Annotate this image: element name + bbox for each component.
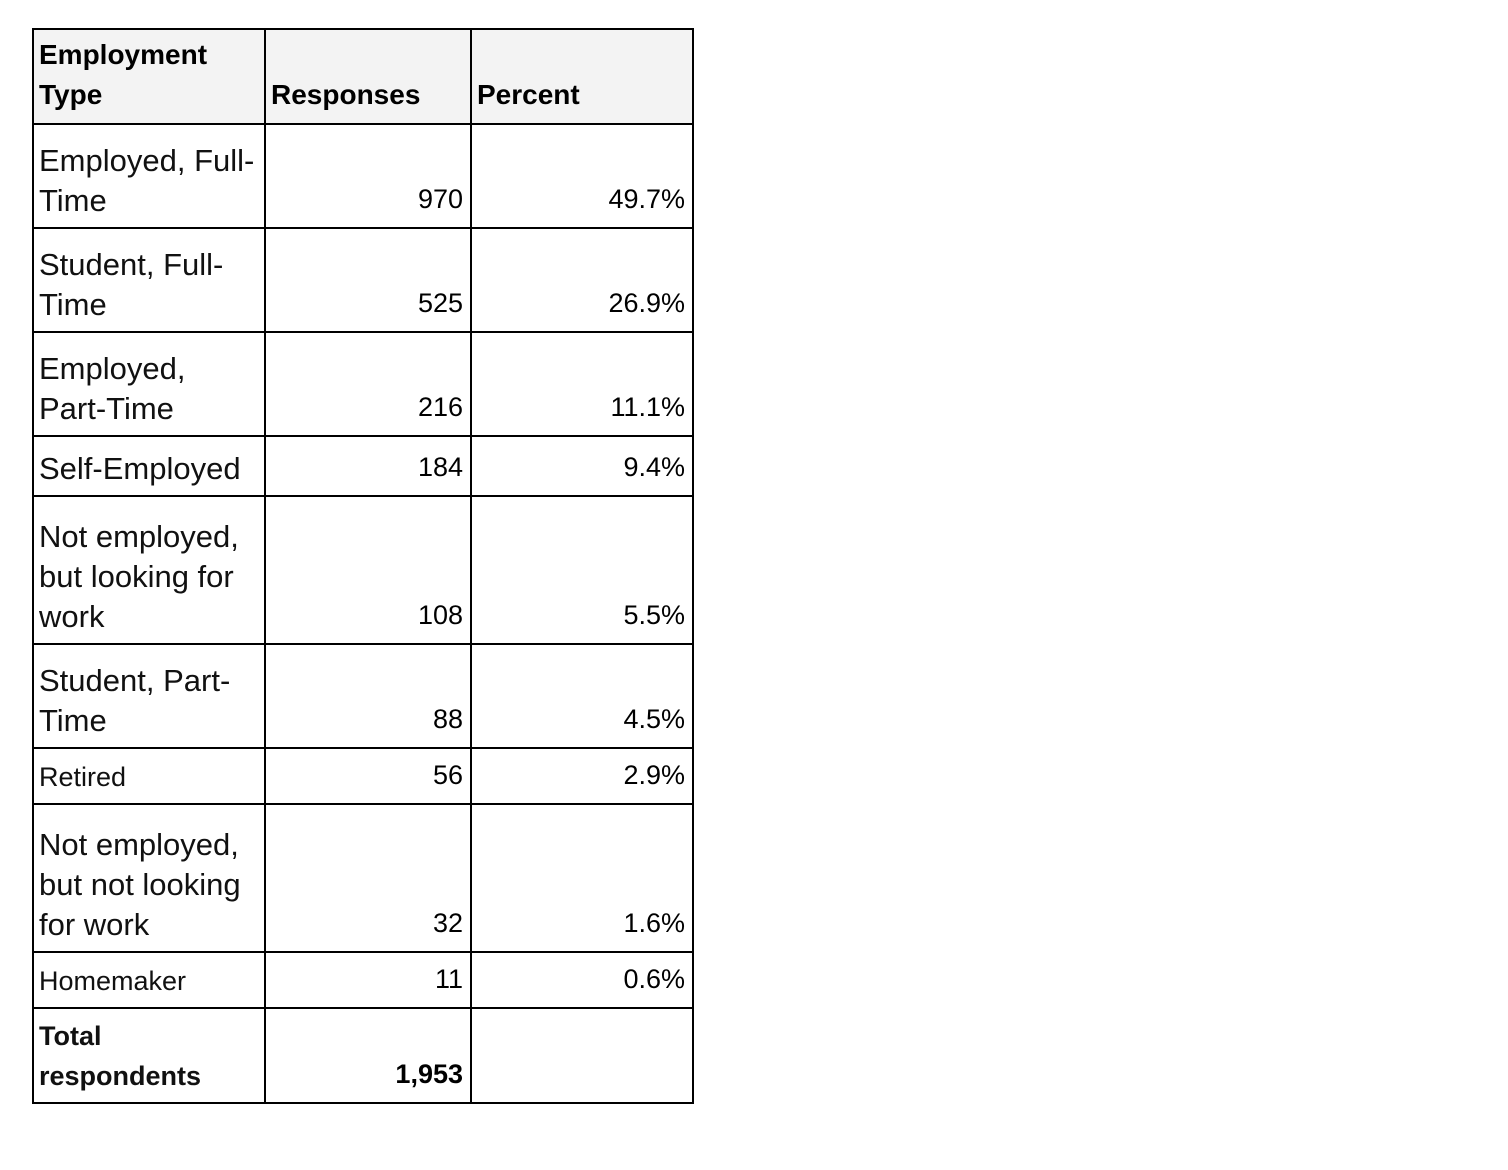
- responses-cell: 970: [265, 124, 471, 228]
- table-header: [33, 29, 693, 124]
- total-percent-cell: [471, 1008, 693, 1103]
- responses-cell: 184: [265, 436, 471, 496]
- percent-cell: 9.4%: [471, 436, 693, 496]
- header-percent: Percent: [471, 29, 693, 124]
- percent-cell: 2.9%: [471, 748, 693, 804]
- table-row: [33, 804, 693, 952]
- employment-type-cell: Retired: [33, 748, 265, 804]
- responses-cell: 88: [265, 644, 471, 748]
- employment-type-cell: Homemaker: [33, 952, 265, 1008]
- percent-cell: 0.6%: [471, 952, 693, 1008]
- table-row: [33, 228, 693, 332]
- responses-cell: 216: [265, 332, 471, 436]
- responses-cell: 11: [265, 952, 471, 1008]
- percent-cell: 5.5%: [471, 496, 693, 644]
- employment-type-cell: Student, Part-Time: [33, 644, 265, 748]
- percent-cell: 11.1%: [471, 332, 693, 436]
- table-row: [33, 644, 693, 748]
- table-row: [33, 332, 693, 436]
- percent-cell: 4.5%: [471, 644, 693, 748]
- table-row: [33, 952, 693, 1008]
- total-row: [33, 1008, 693, 1103]
- employment-type-cell: Employed, Full-Time: [33, 124, 265, 228]
- responses-cell: 32: [265, 804, 471, 952]
- percent-cell: 49.7%: [471, 124, 693, 228]
- employment-type-cell: Employed, Part-Time: [33, 332, 265, 436]
- header-responses: Responses: [265, 29, 471, 124]
- responses-cell: 108: [265, 496, 471, 644]
- employment-type-cell: Self-Employed: [33, 436, 265, 496]
- table-row: [33, 436, 693, 496]
- total-responses-cell: 1,953: [265, 1008, 471, 1103]
- percent-cell: 1.6%: [471, 804, 693, 952]
- table-row: [33, 496, 693, 644]
- table-row: [33, 748, 693, 804]
- header-row: [33, 29, 693, 124]
- table-row: [33, 124, 693, 228]
- employment-type-table: [32, 28, 694, 1104]
- percent-cell: 26.9%: [471, 228, 693, 332]
- responses-cell: 56: [265, 748, 471, 804]
- employment-type-cell: Student, Full-Time: [33, 228, 265, 332]
- employment-type-cell: Not employed, but looking for work: [33, 496, 265, 644]
- employment-type-cell: Not employed, but not looking for work: [33, 804, 265, 952]
- responses-cell: 525: [265, 228, 471, 332]
- header-employment-type: Employment Type: [33, 29, 265, 124]
- total-label-cell: Total respondents: [33, 1008, 265, 1103]
- table-body: [33, 124, 693, 1103]
